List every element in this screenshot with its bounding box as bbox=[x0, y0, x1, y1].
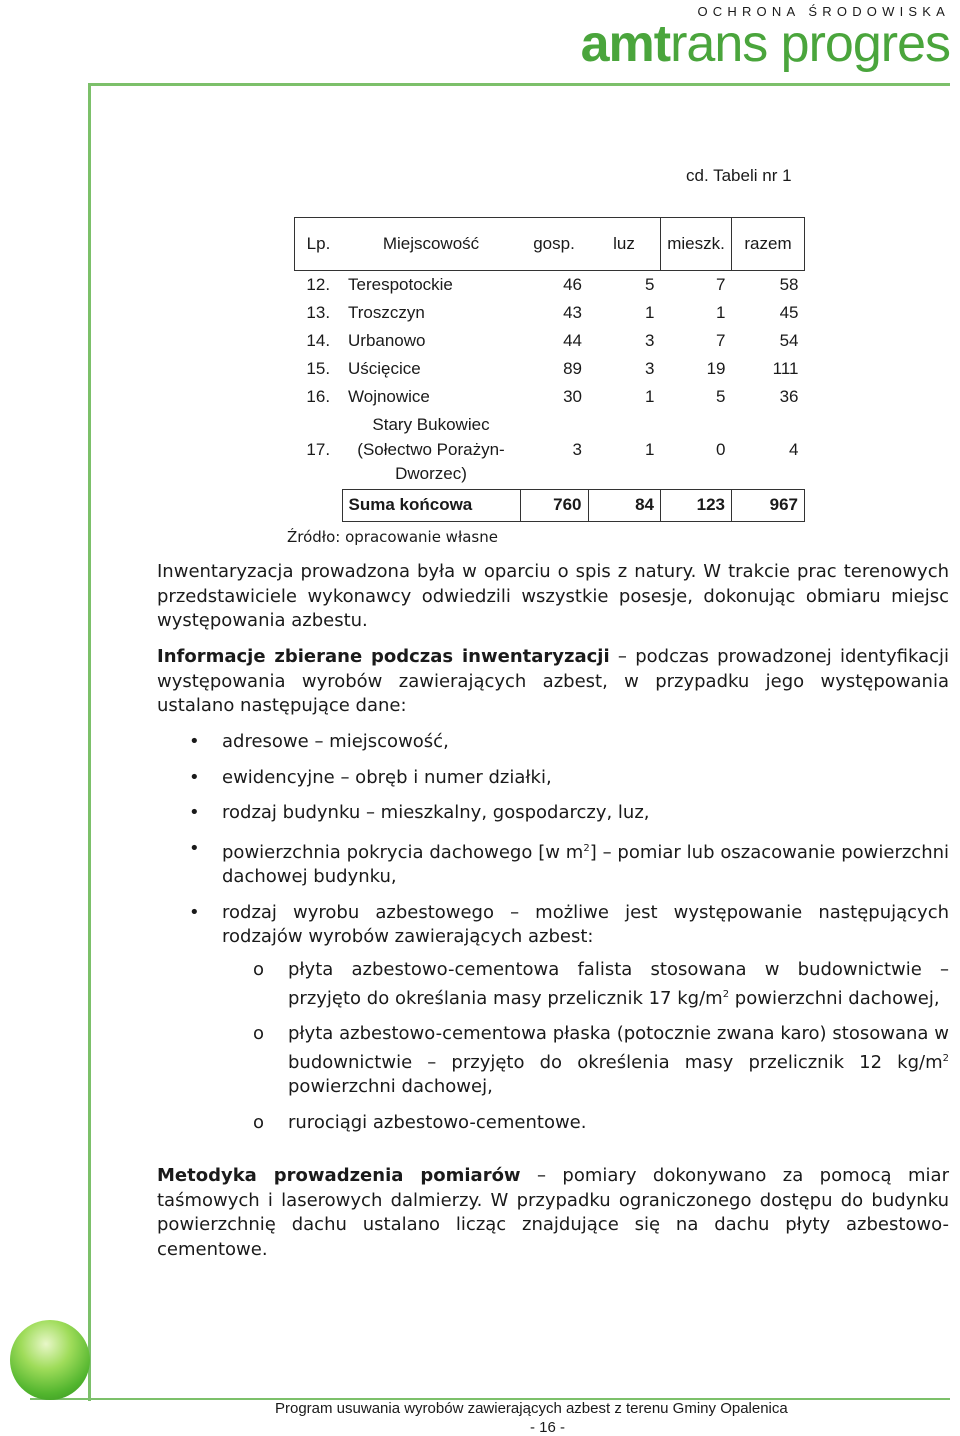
cell-lp: 15. bbox=[306, 359, 331, 378]
cell-place: Terespotockie bbox=[348, 275, 453, 294]
logo-tagline: OCHRONA ŚRODOWISKA bbox=[697, 4, 950, 19]
cell-razem: 4 bbox=[789, 439, 799, 459]
logo-name-a: amt bbox=[580, 15, 671, 73]
cell-mieszk: 0 bbox=[716, 439, 726, 459]
logo-wordmark bbox=[581, 14, 950, 74]
cell-luz: 1 bbox=[645, 439, 655, 459]
cell-mieszk: 19 bbox=[706, 359, 726, 378]
circle-bullet-icon: o bbox=[253, 1111, 265, 1133]
sub-list-item-text: płyta azbestowo-cementowa falista stosowana w budownictwie – przyjęto do określania masy przelicznik 17 kg/m bbox=[288, 959, 949, 1009]
table-row bbox=[295, 271, 805, 300]
cell-razem: 111 bbox=[772, 359, 799, 378]
total-luz: 84 bbox=[588, 489, 661, 521]
list-item-text: adresowe – miejscowość, bbox=[222, 731, 449, 752]
header-place: Miejscowość bbox=[342, 218, 520, 271]
cell-empty bbox=[295, 489, 343, 521]
decorative-ball bbox=[10, 1320, 90, 1400]
header-lp: Lp. bbox=[295, 218, 343, 271]
cell-lp: 12. bbox=[306, 275, 331, 294]
sub-list-item-text: rurociągi azbestowo-cementowe. bbox=[288, 1111, 587, 1133]
list-item-text-rest: ] – pomiar lub oszacowanie powierzchni dachowej budynku, bbox=[222, 841, 950, 887]
cell-place-multiline bbox=[342, 411, 520, 489]
list-item-text: rodzaj wyrobu azbestowego – możliwe jest występowanie następujących rodzajów wyrobów zawierających azbest: bbox=[222, 901, 949, 947]
cell-place: Wojnowice bbox=[348, 387, 430, 406]
header-razem: razem bbox=[732, 218, 805, 271]
superscript: 2 bbox=[722, 988, 730, 1000]
cell-lp: 16. bbox=[306, 387, 331, 406]
cell-place-line: Stary Bukowiec bbox=[372, 415, 490, 434]
total-mieszk: 123 bbox=[661, 489, 732, 521]
table-row bbox=[295, 355, 805, 383]
table-row bbox=[295, 327, 805, 355]
cell-razem: 36 bbox=[779, 387, 799, 406]
list-item-text: rodzaj budynku – mieszkalny, gospodarczy, luz, bbox=[222, 802, 650, 823]
superscript: 2 bbox=[942, 1052, 949, 1064]
cell-mieszk: 1 bbox=[716, 303, 726, 322]
header-gosp: gosp. bbox=[520, 218, 588, 271]
company-logo bbox=[580, 4, 950, 73]
table-row bbox=[295, 411, 805, 489]
bullet-dot-icon: • bbox=[189, 731, 200, 752]
data-table bbox=[294, 217, 805, 522]
cell-razem: 58 bbox=[779, 275, 799, 294]
bullet-dot-icon: • bbox=[189, 837, 200, 859]
bullet-dot-icon: • bbox=[189, 901, 200, 923]
table-row bbox=[295, 299, 805, 327]
paragraph-information bbox=[157, 645, 949, 719]
cell-lp: 13. bbox=[306, 303, 331, 322]
sub-list-item-text-rest: powierzchni dachowej, bbox=[288, 1076, 493, 1097]
list-item bbox=[157, 766, 949, 791]
cell-luz: 3 bbox=[645, 331, 655, 350]
table-source: Źródło: opracowanie własne bbox=[287, 528, 498, 546]
table-row bbox=[295, 383, 805, 411]
cell-lp: 17. bbox=[306, 440, 331, 459]
list-item bbox=[157, 901, 949, 950]
total-label: Suma końcowa bbox=[342, 489, 520, 521]
frame-left-line bbox=[88, 83, 91, 1401]
cell-gosp: 30 bbox=[563, 387, 582, 406]
bullet-list bbox=[157, 730, 949, 961]
cell-razem: 45 bbox=[779, 303, 799, 322]
sub-list-item bbox=[157, 958, 949, 1011]
cell-place-line: Dworzec) bbox=[395, 464, 467, 483]
paragraph-methodology bbox=[157, 1164, 949, 1262]
paragraph-methodology-bold: Metodyka prowadzenia pomiarów bbox=[157, 1165, 521, 1186]
cell-gosp: 46 bbox=[563, 275, 582, 294]
cell-razem: 54 bbox=[779, 331, 799, 350]
cell-mieszk: 7 bbox=[716, 275, 726, 294]
sub-bullet-list bbox=[157, 958, 949, 1135]
total-gosp: 760 bbox=[520, 489, 588, 521]
cell-place-line: (Sołectwo Porażyn- bbox=[357, 439, 505, 459]
list-item bbox=[157, 730, 949, 755]
table-continuation-caption: cd. Tabeli nr 1 bbox=[686, 166, 792, 185]
footer-title: Program usuwania wyrobów zawierających azbest z terenu Gminy Opalenica bbox=[275, 1400, 788, 1417]
cell-mieszk: 7 bbox=[716, 331, 726, 350]
cell-mieszk: 5 bbox=[716, 387, 726, 406]
cell-gosp: 44 bbox=[563, 331, 582, 350]
paragraph-information-rest: – podczas prowadzonej identyfikacji występowania wyrobów zawierających azbest, w przypadku jego występowania ustalano następujące dane: bbox=[157, 646, 949, 716]
sub-list-item bbox=[157, 1111, 949, 1136]
paragraph-methodology-rest: – pomiary dokonywano za pomocą miar taśmowych i laserowych dalmierzy. W przypadku ograniczonego dostępu do budynku powierzchnię dachu ustalano licząc znajdujące się na dachu płyty azbestowo-cementowe. bbox=[157, 1165, 949, 1260]
cell-luz: 1 bbox=[645, 303, 655, 322]
total-razem: 967 bbox=[732, 489, 805, 521]
table-header-row bbox=[295, 218, 805, 271]
paragraph-information-bold: Informacje zbierane podczas inwentaryzacji bbox=[157, 646, 610, 667]
paragraph-inventory: Inwentaryzacja prowadzona była w oparciu o spis z natury. W trakcie prac terenowych przedstawiciele wykonawcy odwiedzili wszystkie posesje, dokonując obmiaru miejsc występowania azbestu. bbox=[157, 561, 949, 631]
circle-bullet-icon: o bbox=[253, 1023, 265, 1044]
cell-place: Urbanowo bbox=[348, 331, 426, 350]
bullet-dot-icon: • bbox=[189, 802, 200, 823]
sub-list-item-text-rest: powierzchni dachowej, bbox=[729, 987, 940, 1009]
logo-name-b: rans progres bbox=[670, 15, 950, 73]
cell-place: Troszczyn bbox=[348, 303, 425, 322]
list-item-text: ewidencyjne – obręb i numer działki, bbox=[222, 766, 552, 788]
cell-lp: 14. bbox=[306, 331, 331, 350]
frame-top-line bbox=[88, 83, 950, 86]
list-item-text: powierzchnia pokrycia dachowego [w m bbox=[222, 841, 584, 863]
sub-list-item bbox=[157, 1022, 949, 1100]
cell-gosp: 89 bbox=[563, 359, 582, 378]
cell-luz: 5 bbox=[645, 275, 655, 294]
sub-list-item-text: płyta azbestowo-cementowa płaska (potocznie zwana karo) stosowana w budownictwie – przyjęto do określenia masy przelicznik 12 kg/m bbox=[288, 1023, 949, 1073]
cell-gosp: 43 bbox=[563, 303, 582, 322]
page-number: - 16 - bbox=[530, 1419, 566, 1436]
bullet-dot-icon: • bbox=[189, 766, 200, 788]
table-total-row bbox=[295, 489, 805, 521]
circle-bullet-icon: o bbox=[253, 959, 265, 980]
header-mieszk: mieszk. bbox=[661, 218, 732, 271]
cell-luz: 3 bbox=[645, 359, 655, 378]
cell-luz: 1 bbox=[645, 387, 655, 406]
header-luz: luz bbox=[588, 218, 661, 271]
cell-place: Uścięcice bbox=[348, 359, 421, 378]
superscript: 2 bbox=[583, 842, 590, 854]
cell-gosp: 3 bbox=[572, 439, 582, 459]
list-item bbox=[157, 801, 949, 826]
list-item bbox=[157, 837, 949, 890]
